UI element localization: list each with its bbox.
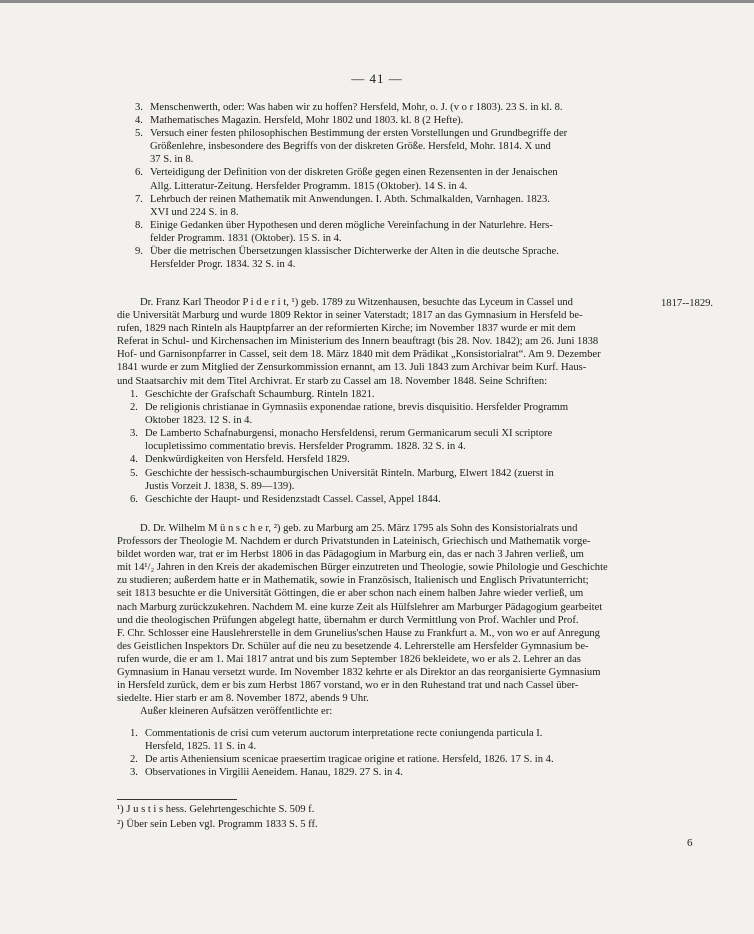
paragraph-line: D. Dr. Wilhelm M ü n s c h e r, ²) geb. zu Marburg am 25. März 1795 als Sohn des Konsistorialrats und — [140, 523, 578, 534]
item-number: 5. — [130, 467, 138, 479]
item-line: Hersfelder Progr. 1834. 32 S. in 4. — [150, 259, 296, 271]
paragraph-line: Gymnasium in Hanau versetzt wurde. Im November 1832 kehrte er als Direktor an das reorganisierte Gymnasium — [117, 667, 601, 679]
item-line: Lehrbuch der reinen Mathematik mit Anwendungen. I. Abth. Schmalkalden, Varnhagen. 1823. — [150, 193, 550, 205]
paragraph-line: und Staatsarchiv mit dem Titel Archivrat. Er starb zu Cassel am 18. November 1848. Seine Schriften: — [117, 375, 548, 387]
list-item — [0, 193, 754, 219]
list-item — [0, 401, 754, 427]
paragraph-line: Dr. Franz Karl Theodor P i d e r i t, ¹) geb. 1789 zu Witzenhausen, besuchte das Lyceum in Cassel und — [140, 297, 573, 308]
paragraph-line: siedelte. Hier starb er am 8. November 1872, abends 9 Uhr. — [117, 693, 369, 705]
paragraph-line: und die theologischen Prüfungen abgelegt hatte, übernahm er durch Vermittlung von Prof. Wachler und Prof. — [117, 614, 579, 626]
list-c — [0, 727, 754, 779]
muenscher-paragraph — [0, 522, 754, 718]
item-line: XVI und 224 S. in 8. — [150, 206, 239, 218]
item-number: 1. — [130, 389, 138, 400]
item-line: Versuch einer festen philosophischen Bestimmung der ersten Vorstellungen und Grundbegriffe der — [150, 128, 568, 140]
item-line: 37 S. in 8. — [150, 154, 194, 166]
item-line: Einige Gedanken über Hypothesen und deren mögliche Vereinfachung in der Naturlehre. Hers- — [150, 219, 553, 231]
item-number: 6. — [130, 493, 138, 505]
scan-edge — [0, 0, 754, 3]
list-item — [0, 114, 754, 127]
list-item — [0, 166, 754, 192]
paragraph-line: die Universität Marburg und wurde 1809 Rektor in seiner Vaterstadt; 1817 an das Gymnasium in Hersfeld be- — [117, 310, 583, 322]
paragraph-line: rufen, 1829 nach Rinteln als Hauptpfarrer an der reformierten Kirche; im November 1837 wurde er mit dem — [117, 323, 576, 335]
item-line: Justis Vorzeit J. 1838, S. 89—139). — [145, 480, 295, 492]
footnote-2: ²) Über sein Leben vgl. Programm 1833 S. 5 ff. — [117, 819, 318, 830]
item-line: Menschenwerth, oder: Was haben wir zu hoffen? Hersfeld, Mohr, o. J. (v o r 1803). 23 S. in kl. 8. — [150, 102, 563, 113]
item-number: 4. — [130, 454, 138, 466]
item-number: 3. — [135, 102, 143, 113]
item-line: De religionis christianae in Gymnasiis exponendae ratione, brevis disquisitio. Hersfelder Programm — [145, 402, 569, 414]
item-line: felder Programm. 1831 (Oktober). 15 S. in 4. — [150, 232, 342, 244]
item-line: Observationes in Virgilii Aeneidem. Hanau, 1829. 27 S. in 4. — [145, 767, 403, 779]
list-item — [0, 127, 754, 166]
item-line: Commentationis de crisi cum veterum auctorum interpretatione recte coniungenda particula I. — [145, 728, 543, 739]
list-item — [0, 453, 754, 466]
list-item — [0, 245, 754, 271]
item-line: Geschichte der hessisch-schaumburgischen Universität Rinteln. Marburg, Elwert 1842 (zuerst in — [145, 467, 554, 479]
list-item — [0, 493, 754, 506]
paragraph-line: zu studieren; außerdem hatte er in Mathematik, sowie in Französisch, Italienisch und Englisch Privatunterricht; — [117, 575, 589, 587]
list-item — [0, 219, 754, 245]
list-item — [0, 101, 754, 114]
item-line: Verteidigung der Definition von der diskreten Größe gegen einen Rezensenten in der Jenaischen — [150, 167, 558, 179]
paragraph-line: 1841 wurde er zum Mitglied der Zensurkommission ernannt, am 13. Juli 1843 zum Archivar beim Kurf. Haus- — [117, 362, 587, 374]
paragraph-line: bildet worden war, trat er im Herbst 1806 in das Pädagogium in Marburg ein, das er nach 3 Jahren verließ, um — [117, 549, 584, 561]
list-item — [0, 388, 754, 401]
item-number: 5. — [135, 128, 143, 140]
list-item — [0, 727, 754, 753]
item-line: Über die metrischen Übersetzungen klassischer Dichterwerke der Alten in die deutsche Sprache. — [150, 246, 559, 258]
list-item — [0, 467, 754, 493]
item-number: 3. — [130, 428, 138, 440]
piderit-paragraph — [0, 296, 754, 388]
paragraph-line: rufen wurde, die er am 1. Mai 1817 antrat und bis zum September 1826 bekleidete, wo er als 2. Lehrer an das — [117, 653, 581, 665]
list-b — [0, 388, 754, 506]
list-item — [0, 427, 754, 453]
paragraph-line: in Hersfeld zurück, dem er bis zum Herbst 1867 vorstand, wo er in den Ruhestand trat und nach Cassel über- — [117, 680, 579, 692]
item-line: Geschichte der Haupt- und Residenzstadt Cassel. Cassel, Appel 1844. — [145, 493, 441, 505]
item-number: 1. — [130, 728, 138, 739]
paragraph-line: Professors der Theologie M. Nachdem er durch Privatstunden in Lateinisch, Griechisch und Mathematik vorge- — [117, 536, 591, 548]
item-number: 6. — [135, 167, 143, 179]
page-number: — 41 — — [351, 71, 403, 86]
item-line: Mathematisches Magazin. Hersfeld, Mohr 1802 und 1803. kl. 8 (2 Hefte). — [150, 115, 464, 127]
item-line: locupletissimo commentatio brevis. Hersfelder Programm. 1828. 32 S. in 4. — [145, 441, 466, 453]
list-item — [0, 766, 754, 779]
paragraph-line: Referat in Schul- und Kirchensachen im Ministerium des Innern beauftragt (bis 28. Nov. 1842); am 26. Juni 1838 — [117, 336, 599, 348]
paragraph-line: mit 14¹/₂ Jahren in den Kreis der akademischen Bürger einzutreten und Theologie, sowie Philologie und Geschichte — [117, 562, 608, 574]
paragraph-line: Hof- und Garnisonpfarrer in Cassel, seit dem 18. März 1840 mit dem Prädikat „Konsistorialrat“. Am 9. Dezember — [117, 349, 601, 361]
list-a — [0, 101, 754, 271]
paragraph-line: F. Chr. Schlosser eine Hauslehrerstelle in dem Grunelius'schen Hause zu Frankfurt a. M., von wo er auf Anregung — [117, 627, 600, 639]
item-line: De Lamberto Schafnaburgensi, monacho Hersfeldensi, rerum Germanicarum seculi XI scriptore — [145, 428, 553, 440]
footnote-1: ¹) J u s t i s hess. Gelehrtengeschichte S. 509 f. — [117, 804, 315, 815]
paragraph-line: seit 1813 besuchte er die Universität Göttingen, die er aber schon nach einem halben Jahre wieder verließ, um — [117, 588, 584, 600]
item-line: De artis Atheniensium scenicae praesertim tragicae origine et ratione. Hersfeld, 1826. 17 S. in 4. — [145, 754, 554, 766]
footnote-rule — [117, 799, 237, 800]
signature-mark: 6 — [687, 837, 693, 849]
publication-intro: Außer kleineren Aufsätzen veröffentlichte er: — [140, 706, 333, 718]
item-line: Größenlehre, insbesondere des Begriffs von der diskreten Größe. Hersfeld, Mohr. 1814. X und — [150, 141, 551, 153]
item-line: Geschichte der Grafschaft Schaumburg. Rinteln 1821. — [145, 389, 375, 400]
item-number: 2. — [130, 754, 138, 766]
paragraph-line: nach Marburg zurückzukehren. Nachdem M. eine kurze Zeit als Hülfslehrer am Marburger Pädagogium gearbeitet — [117, 601, 603, 613]
item-number: 7. — [135, 193, 143, 205]
list-item — [0, 753, 754, 766]
item-line: Allg. Litteratur-Zeitung. Hersfelder Programm. 1815 (Oktober). 14 S. in 4. — [150, 180, 468, 192]
item-line: Hersfeld, 1825. 11 S. in 4. — [145, 741, 257, 753]
item-number: 8. — [135, 219, 143, 231]
item-number: 3. — [130, 767, 138, 779]
item-line: Denkwürdigkeiten von Hersfeld. Hersfeld 1829. — [145, 454, 350, 466]
item-number: 4. — [135, 115, 143, 127]
item-line: Oktober 1823. 12 S. in 4. — [145, 415, 253, 427]
paragraph-line: des Geistlichen Inspektors Dr. Schüler auf die neu zu besetzende 4. Lehrerstelle am Hersfelder Gymnasium be- — [117, 640, 589, 652]
item-number: 2. — [130, 402, 138, 414]
item-number: 9. — [135, 246, 143, 258]
margin-note-years: 1817--1829. — [661, 298, 714, 309]
